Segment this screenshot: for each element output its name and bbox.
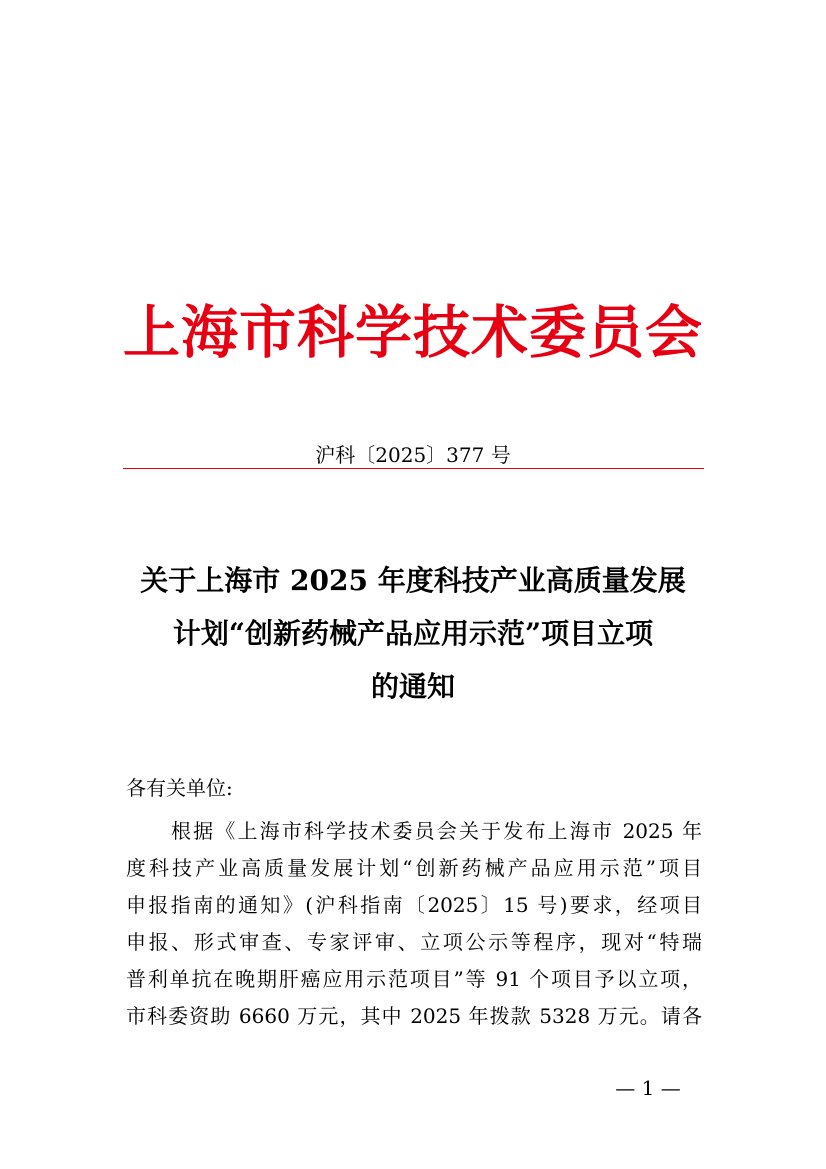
- body-line: 根据《上海市科学技术委员会关于发布上海市 2025 年: [171, 819, 702, 843]
- body-line: 市科委资助 6660 万元，其中 2025 年拨款 5328 万元。请各: [126, 1004, 702, 1028]
- issuing-organization-header: 上海市科学技术委员会: [123, 299, 703, 366]
- body-paragraph: [126, 813, 702, 1035]
- title-line: 计划“创新药械产品应用示范”项目立项: [172, 617, 654, 650]
- title-line: 关于上海市 2025 年度科技产业高质量发展: [140, 564, 686, 597]
- body-line: 度科技产业高质量发展计划“创新药械产品应用示范”项目: [126, 856, 702, 880]
- document-number: 沪科〔2025〕377 号: [315, 443, 511, 467]
- body-line: 申报、形式审查、专家评审、立项公示等程序，现对“特瑞: [126, 930, 702, 954]
- document-title: [100, 554, 726, 713]
- body-line: 普利单抗在晚期肝癌应用示范项目”等 91 个项目予以立项，: [126, 967, 702, 991]
- title-line: 的通知: [370, 670, 455, 703]
- page-number: — 1 —: [615, 1076, 681, 1100]
- body-line: 申报指南的通知》(沪科指南〔2025〕15 号)要求，经项目: [126, 893, 702, 917]
- red-separator-line: [123, 468, 704, 469]
- salutation: 各有关单位:: [126, 776, 233, 800]
